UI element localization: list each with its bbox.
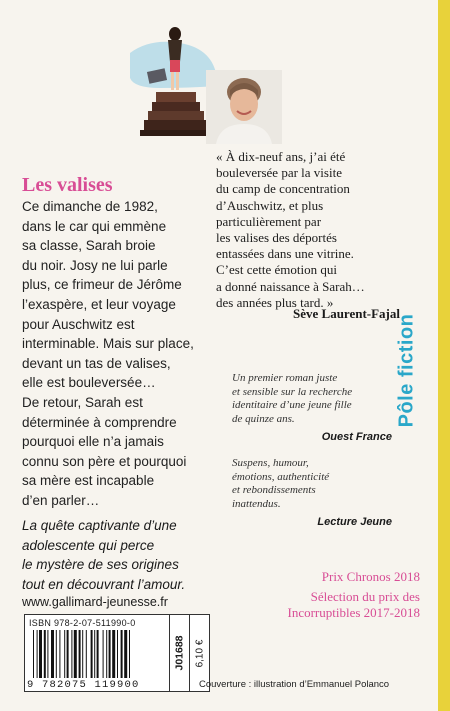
prizes <box>250 569 420 621</box>
tagline-line: adolescente qui perce <box>22 537 155 553</box>
synopsis-line: interminable. Mais sur place, <box>22 336 194 352</box>
quote-line: C’est cette émotion qui <box>216 262 337 278</box>
ean-number: 9 782075 119900 <box>27 679 140 691</box>
barcode-bar <box>47 630 48 678</box>
author-photo <box>206 70 282 144</box>
synopsis-line: d’en parler… <box>22 492 100 508</box>
synopsis <box>22 197 218 511</box>
isbn-number: ISBN 978-2-07-511990-0 <box>29 618 136 628</box>
quote-line: bouleversée par la visite <box>216 165 342 181</box>
barcode-bar <box>67 630 69 678</box>
synopsis-line: elle est bouleversée… <box>22 375 156 391</box>
quote-line: a donné naissance à Sarah… <box>216 278 365 294</box>
synopsis-line: déterminée à comprendre <box>22 414 177 430</box>
barcode-bar <box>79 630 81 678</box>
spine-strip <box>438 0 450 711</box>
barcode-bar <box>59 630 60 678</box>
barcode-bar <box>117 630 118 678</box>
quote-line: des années plus tard. » <box>216 294 334 310</box>
price: 6,10 € <box>194 639 205 667</box>
quote-author: Sève Laurent-Fajal <box>293 306 400 321</box>
barcode-bar <box>39 630 42 678</box>
synopsis-line: pourquoi elle n’a jamais <box>22 434 164 450</box>
series-label-text: Pôle fiction <box>395 313 418 427</box>
review-line: et rebondissements <box>232 484 316 497</box>
tagline-line: le mystère de ses origines <box>22 557 179 572</box>
review-line: identitaire d’une jeune fille <box>232 399 352 412</box>
synopsis-line: sa mère est incapable <box>22 473 155 489</box>
barcode-bars <box>33 630 163 678</box>
quote-line: les valises des déportés <box>216 230 337 246</box>
cover-credit: Couverture : illustration d’Emmanuel Polanco <box>199 679 390 690</box>
quote-line: « À dix-neuf ans, j’ai été <box>216 149 346 164</box>
synopsis-line: Ce dimanche de 1982, <box>22 199 158 214</box>
barcode-bar <box>103 630 104 678</box>
publisher-website[interactable]: www.gallimard-jeunesse.fr <box>22 595 168 609</box>
synopsis-line: dans le car qui emmène <box>22 218 167 234</box>
review-source: Lecture Jeune <box>317 516 392 529</box>
barcode-bar <box>64 630 65 678</box>
prize-chronos: Prix Chronos 2018 <box>321 569 420 584</box>
barcode-bar <box>97 630 99 678</box>
product-code-box <box>170 614 190 692</box>
synopsis-line: du noir. Josy ne lui parle <box>22 257 168 273</box>
synopsis-line: connu son père et pourquoi <box>22 453 187 469</box>
book-title: Les valises <box>22 174 113 196</box>
review-line: de quinze ans. <box>232 412 295 425</box>
tagline-line: tout en découvrant l’amour. <box>22 576 186 592</box>
review-line: Un premier roman juste <box>232 372 338 384</box>
barcode-bar <box>124 630 127 678</box>
review-lecture-jeune <box>232 457 392 530</box>
suitcase-illustration <box>120 18 220 138</box>
prize-incorruptibles-line: Sélection du prix des <box>310 589 420 604</box>
synopsis-line: plus, ce frimeur de Jérôme <box>22 277 182 293</box>
review-line: émotions, authenticité <box>232 470 330 483</box>
review-source: Ouest France <box>321 431 392 444</box>
review-line: Suspens, humour, <box>232 457 309 469</box>
author-quote <box>216 149 406 311</box>
synopsis-line: sa classe, Sarah broie <box>22 238 156 254</box>
barcode-bar <box>129 630 130 678</box>
barcode-bar <box>56 630 57 678</box>
quote-line: d’Auschwitz, et plus <box>216 197 324 213</box>
barcode-bar <box>109 630 111 678</box>
quote-line: du camp de concentration <box>216 181 350 197</box>
barcode-bar <box>44 630 46 678</box>
tagline <box>22 516 232 594</box>
synopsis-line: pour Auschwitz est <box>22 316 135 332</box>
quote-line: particulièrement par <box>216 213 322 229</box>
review-line: inattendus. <box>232 497 281 510</box>
synopsis-line: devant un tas de valises, <box>22 355 171 371</box>
barcode-bar <box>74 630 77 678</box>
barcode-bar <box>82 630 83 678</box>
barcode-bar <box>86 630 87 678</box>
barcode-bar <box>121 630 123 678</box>
series-label <box>392 300 422 440</box>
tagline-line: La quête captivante d’une <box>22 518 177 533</box>
prize-incorruptibles-line: Incorruptibles 2017-2018 <box>287 605 420 620</box>
barcode-bar <box>106 630 107 678</box>
barcode-bar <box>37 630 38 678</box>
barcode-bar <box>33 630 34 678</box>
synopsis-line: l’exaspère, et leur voyage <box>22 296 176 312</box>
review-ouest-france <box>232 372 392 445</box>
barcode <box>24 614 170 692</box>
review-line: et sensible sur la recherche <box>232 385 353 398</box>
product-code: J01688 <box>173 635 186 671</box>
synopsis-line: De retour, Sarah est <box>22 394 143 410</box>
barcode-bar <box>71 630 72 678</box>
quote-line: entassées dans une vitrine. <box>216 246 354 262</box>
barcode-bar <box>51 630 54 678</box>
barcode-bar <box>94 630 95 678</box>
barcode-bar <box>112 630 115 678</box>
barcode-bar <box>91 630 93 678</box>
